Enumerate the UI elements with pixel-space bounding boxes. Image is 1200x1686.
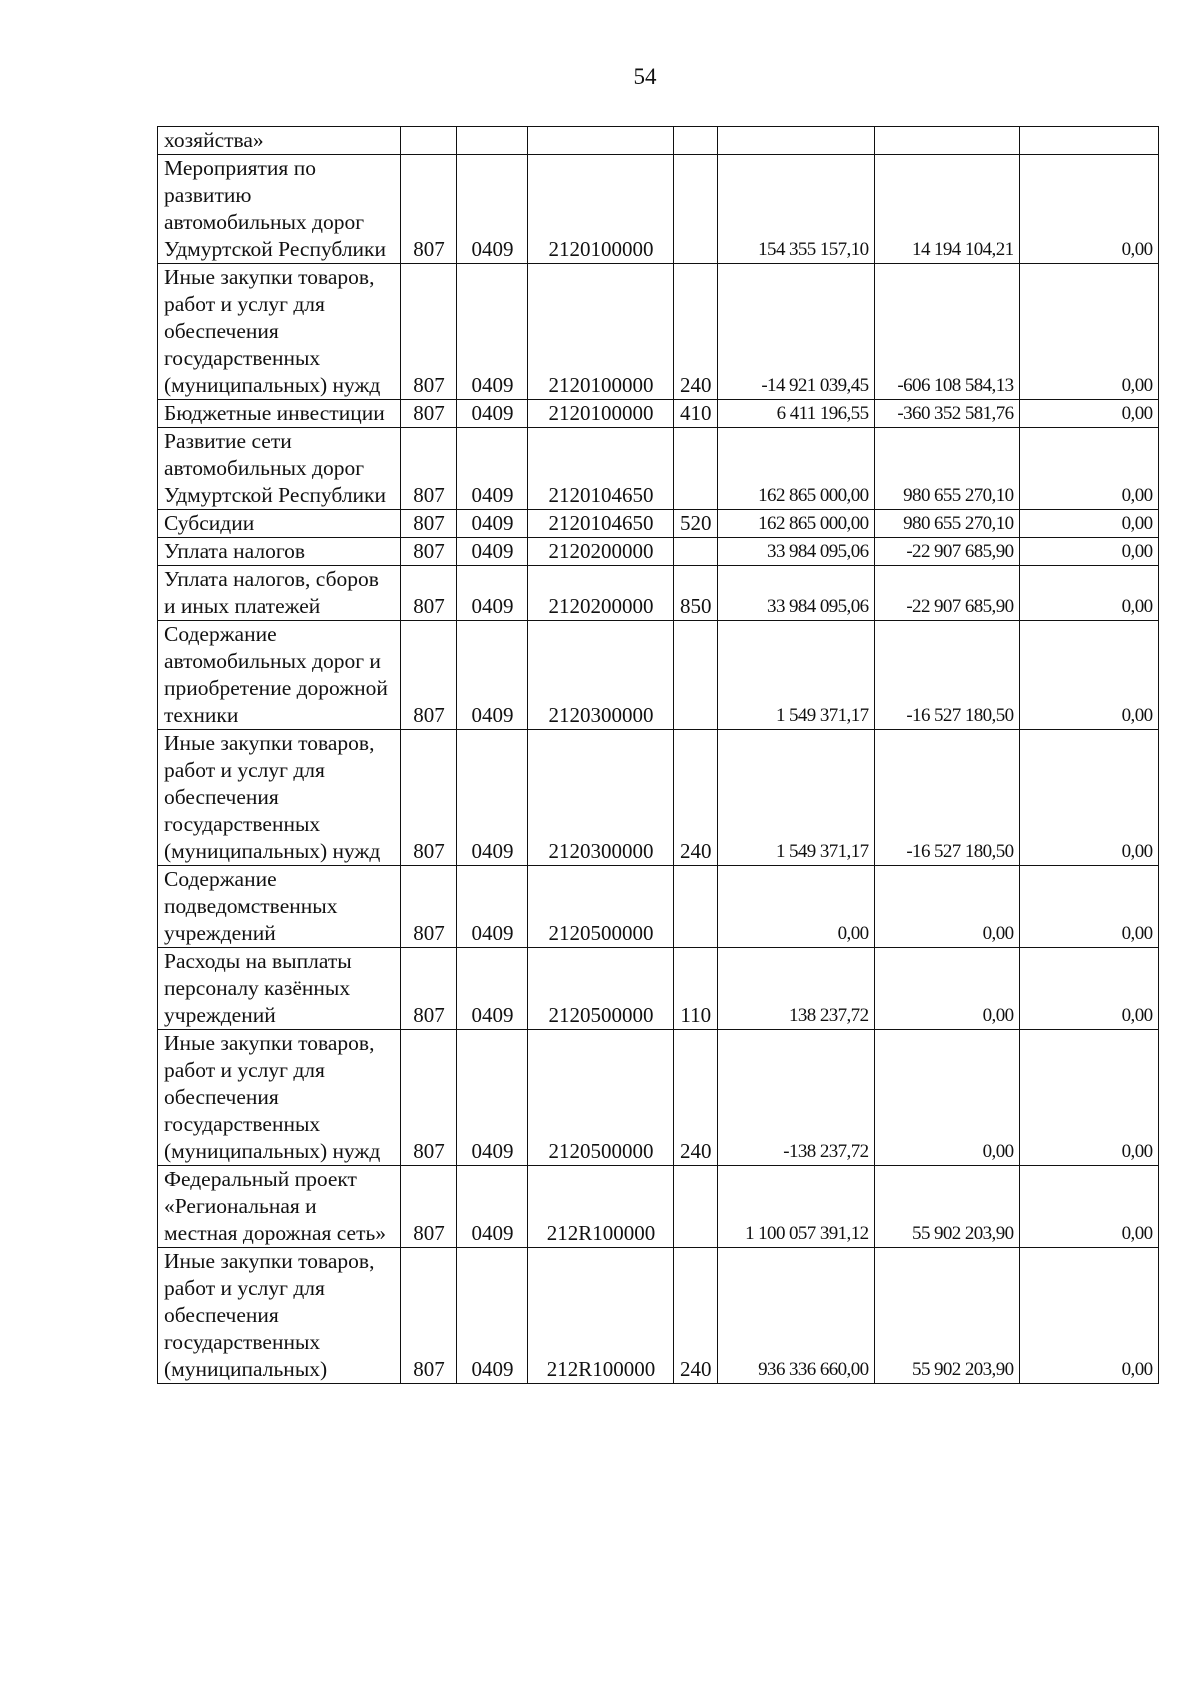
expense-type-code: 110	[674, 948, 718, 1030]
amount-2: 0,00	[874, 1030, 1019, 1166]
amount-3: 0,00	[1019, 1030, 1158, 1166]
table-row	[158, 1166, 1159, 1248]
amount-1: 936 336 660,00	[717, 1248, 874, 1384]
amount-1: 138 237,72	[717, 948, 874, 1030]
section-code: 0409	[457, 1030, 528, 1166]
table-row	[158, 948, 1159, 1030]
amount-3: 0,00	[1019, 264, 1158, 400]
section-code: 0409	[457, 155, 528, 264]
table-row	[158, 730, 1159, 866]
item-name: Иные закупки товаров, работ и услуг для обеспечения государственных (муниципальных) нужд	[158, 730, 401, 866]
target-article-code: 2120500000	[528, 948, 674, 1030]
item-name: Содержание подведомственных учреждений	[158, 866, 401, 948]
ministry-code: 807	[401, 1030, 457, 1166]
section-code: 0409	[457, 538, 528, 566]
ministry-code: 807	[401, 1248, 457, 1384]
section-code: 0409	[457, 428, 528, 510]
amount-3: 0,00	[1019, 510, 1158, 538]
amount-1	[717, 127, 874, 155]
section-code: 0409	[457, 621, 528, 730]
amount-1: 33 984 095,06	[717, 566, 874, 621]
section-code	[457, 127, 528, 155]
ministry-code: 807	[401, 730, 457, 866]
ministry-code: 807	[401, 948, 457, 1030]
expense-type-code: 240	[674, 1030, 718, 1166]
table-row	[158, 155, 1159, 264]
amount-1: 33 984 095,06	[717, 538, 874, 566]
section-code: 0409	[457, 400, 528, 428]
table-row	[158, 400, 1159, 428]
item-name: Уплата налогов, сборов и иных платежей	[158, 566, 401, 621]
amount-1: -138 237,72	[717, 1030, 874, 1166]
amount-3: 0,00	[1019, 1166, 1158, 1248]
amount-2: 980 655 270,10	[874, 510, 1019, 538]
amount-2: -606 108 584,13	[874, 264, 1019, 400]
ministry-code: 807	[401, 510, 457, 538]
item-name: Расходы на выплаты персоналу казённых учреждений	[158, 948, 401, 1030]
budget-table	[157, 126, 1159, 1384]
ministry-code	[401, 127, 457, 155]
item-name: Развитие сети автомобильных дорог Удмуртской Республики	[158, 428, 401, 510]
expense-type-code: 240	[674, 264, 718, 400]
amount-3: 0,00	[1019, 428, 1158, 510]
amount-2: 980 655 270,10	[874, 428, 1019, 510]
expense-type-code: 520	[674, 510, 718, 538]
table-row	[158, 1248, 1159, 1384]
item-name: Уплата налогов	[158, 538, 401, 566]
amount-2: -360 352 581,76	[874, 400, 1019, 428]
amount-2: 55 902 203,90	[874, 1248, 1019, 1384]
amount-1: 6 411 196,55	[717, 400, 874, 428]
amount-2	[874, 127, 1019, 155]
ministry-code: 807	[401, 566, 457, 621]
target-article-code	[528, 127, 674, 155]
table-row	[158, 538, 1159, 566]
target-article-code: 2120500000	[528, 1030, 674, 1166]
ministry-code: 807	[401, 1166, 457, 1248]
table-row	[158, 866, 1159, 948]
target-article-code: 212R100000	[528, 1166, 674, 1248]
amount-3: 0,00	[1019, 566, 1158, 621]
ministry-code: 807	[401, 155, 457, 264]
expense-type-code: 850	[674, 566, 718, 621]
amount-1: -14 921 039,45	[717, 264, 874, 400]
amount-2: 0,00	[874, 948, 1019, 1030]
section-code: 0409	[457, 948, 528, 1030]
item-name: Иные закупки товаров, работ и услуг для обеспечения государственных (муниципальных) нужд	[158, 1030, 401, 1166]
section-code: 0409	[457, 1248, 528, 1384]
table-body	[158, 127, 1159, 1384]
amount-3: 0,00	[1019, 730, 1158, 866]
item-name: Иные закупки товаров, работ и услуг для обеспечения государственных (муниципальных) нужд	[158, 264, 401, 400]
table-row	[158, 510, 1159, 538]
amount-3	[1019, 127, 1158, 155]
ministry-code: 807	[401, 866, 457, 948]
amount-1: 1 100 057 391,12	[717, 1166, 874, 1248]
section-code: 0409	[457, 730, 528, 866]
amount-1: 154 355 157,10	[717, 155, 874, 264]
target-article-code: 2120100000	[528, 155, 674, 264]
table-row	[158, 127, 1159, 155]
ministry-code: 807	[401, 538, 457, 566]
amount-1: 162 865 000,00	[717, 428, 874, 510]
amount-1: 1 549 371,17	[717, 621, 874, 730]
target-article-code: 2120100000	[528, 264, 674, 400]
section-code: 0409	[457, 866, 528, 948]
expense-type-code	[674, 428, 718, 510]
item-name: Федеральный проект «Региональная и местная дорожная сеть»	[158, 1166, 401, 1248]
table-row	[158, 566, 1159, 621]
ministry-code: 807	[401, 400, 457, 428]
expense-type-code	[674, 621, 718, 730]
table-row	[158, 1030, 1159, 1166]
expense-type-code	[674, 866, 718, 948]
item-name: Субсидии	[158, 510, 401, 538]
target-article-code: 2120200000	[528, 566, 674, 621]
amount-1: 1 549 371,17	[717, 730, 874, 866]
amount-1: 0,00	[717, 866, 874, 948]
ministry-code: 807	[401, 428, 457, 510]
section-code: 0409	[457, 510, 528, 538]
amount-3: 0,00	[1019, 621, 1158, 730]
table-row	[158, 264, 1159, 400]
item-name: Содержание автомобильных дорог и приобретение дорожной техники	[158, 621, 401, 730]
amount-2: -22 907 685,90	[874, 538, 1019, 566]
expense-type-code	[674, 1166, 718, 1248]
amount-1: 162 865 000,00	[717, 510, 874, 538]
table-row	[158, 621, 1159, 730]
expense-type-code	[674, 155, 718, 264]
target-article-code: 2120300000	[528, 621, 674, 730]
target-article-code: 2120200000	[528, 538, 674, 566]
expense-type-code	[674, 127, 718, 155]
amount-2: 14 194 104,21	[874, 155, 1019, 264]
item-name: Иные закупки товаров, работ и услуг для обеспечения государственных (муниципальных)	[158, 1248, 401, 1384]
amount-2: 55 902 203,90	[874, 1166, 1019, 1248]
amount-2: -22 907 685,90	[874, 566, 1019, 621]
table-row	[158, 428, 1159, 510]
expense-type-code: 240	[674, 730, 718, 866]
ministry-code: 807	[401, 621, 457, 730]
amount-3: 0,00	[1019, 1248, 1158, 1384]
target-article-code: 2120104650	[528, 428, 674, 510]
target-article-code: 2120104650	[528, 510, 674, 538]
section-code: 0409	[457, 264, 528, 400]
amount-3: 0,00	[1019, 948, 1158, 1030]
amount-3: 0,00	[1019, 400, 1158, 428]
target-article-code: 2120100000	[528, 400, 674, 428]
section-code: 0409	[457, 566, 528, 621]
expense-type-code: 410	[674, 400, 718, 428]
expense-type-code: 240	[674, 1248, 718, 1384]
amount-2: 0,00	[874, 866, 1019, 948]
target-article-code: 212R100000	[528, 1248, 674, 1384]
amount-3: 0,00	[1019, 866, 1158, 948]
page-number: 54	[633, 64, 657, 89]
amount-3: 0,00	[1019, 155, 1158, 264]
amount-2: -16 527 180,50	[874, 621, 1019, 730]
target-article-code: 2120500000	[528, 866, 674, 948]
ministry-code: 807	[401, 264, 457, 400]
item-name: хозяйства»	[158, 127, 401, 155]
amount-2: -16 527 180,50	[874, 730, 1019, 866]
item-name: Мероприятия по развитию автомобильных дорог Удмуртской Республики	[158, 155, 401, 264]
target-article-code: 2120300000	[528, 730, 674, 866]
amount-3: 0,00	[1019, 538, 1158, 566]
item-name: Бюджетные инвестиции	[158, 400, 401, 428]
section-code: 0409	[457, 1166, 528, 1248]
expense-type-code	[674, 538, 718, 566]
